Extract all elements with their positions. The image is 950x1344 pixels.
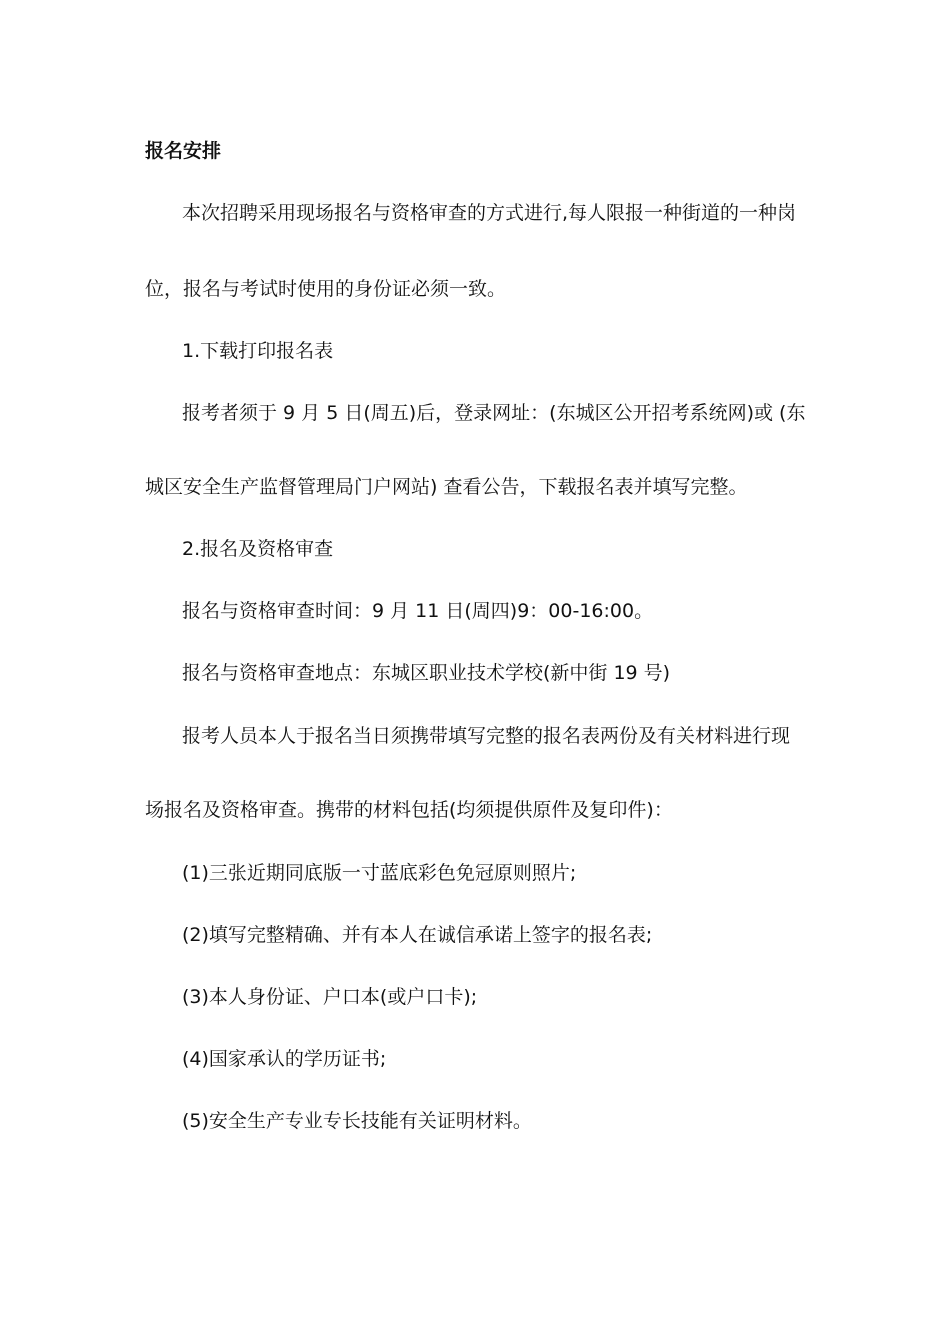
list-item: (2)填写完整精确、并有本人在诚信承诺上签字的报名表; [182,924,653,946]
list-item: (5)安全生产专业专长技能有关证明材料。 [182,1110,532,1132]
paragraph-1-line-1: 本次招聘采用现场报名与资格审查的方式进行,每人限报一种街道的一种岗 [182,202,797,224]
paragraph-3-line-1: 报考人员本人于报名当日须携带填写完整的报名表两份及有关材料进行现 [182,725,791,747]
paragraph-2-line-2: 城区安全生产监督管理局门户网站) 查看公告，下载报名表并填写完整。 [145,476,748,498]
step-2-title: 2.报名及资格审查 [182,538,334,560]
paragraph-3-line-2: 场报名及资格审查。携带的材料包括(均须提供原件及复印件)： [145,799,673,821]
section-heading: 报名安排 [145,140,222,162]
registration-place: 报名与资格审查地点：东城区职业技术学校(新中街 19 号) [182,662,671,684]
list-item: (1)三张近期同底版一寸蓝底彩色免冠原则照片; [182,862,577,884]
step-1-title: 1.下载打印报名表 [182,340,334,362]
registration-time: 报名与资格审查时间：9 月 11 日(周四)9：00-16:00。 [182,600,654,622]
list-item: (4)国家承认的学历证书; [182,1048,387,1070]
paragraph-1-line-2: 位，报名与考试时使用的身份证必须一致。 [145,278,507,300]
paragraph-2-line-1: 报考者须于 9 月 5 日(周五)后，登录网址：(东城区公开招考系统网)或 (东 [182,402,806,424]
list-item: (3)本人身份证、户口本(或户口卡); [182,986,478,1008]
